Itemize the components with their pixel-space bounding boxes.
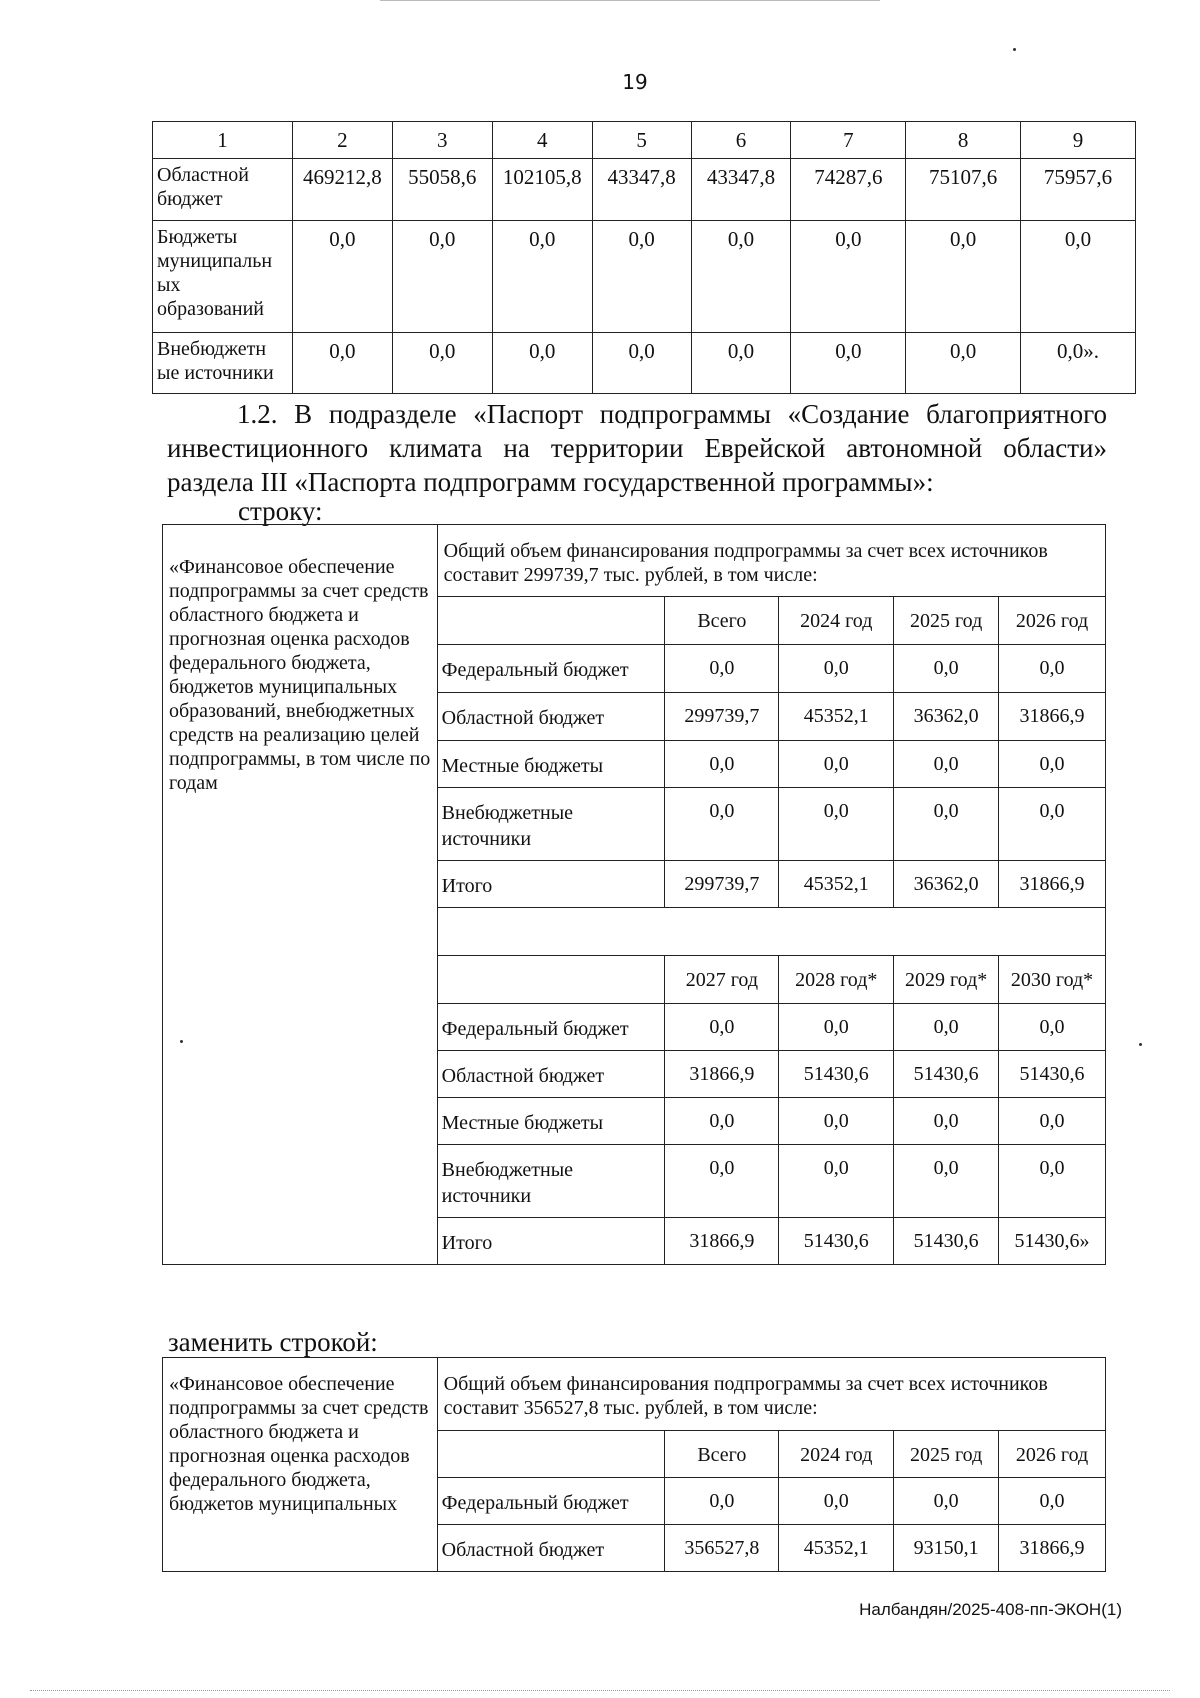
summary-text: Общий объем финансирования подпрограммы за счет всех источников составит 356527,8 тыс. рублей, в том числе:	[437, 1358, 1105, 1431]
table-cell: 0,0	[779, 741, 894, 788]
scan-speck	[1013, 48, 1016, 51]
row-label: Федеральный бюджет	[437, 645, 665, 693]
table-cell: 51430,6»	[999, 1218, 1106, 1265]
row-label: Внебюджетные источники	[437, 788, 665, 861]
row-label: Федеральный бюджет	[437, 1478, 665, 1525]
table-cell: 36362,0	[894, 861, 999, 908]
table-cell: 43347,8	[691, 159, 791, 221]
table-cell: 469212,8	[292, 159, 392, 221]
table-cell: 0,0	[392, 221, 492, 333]
table-cell: 74287,6	[791, 159, 906, 221]
table-cell: 0,0	[894, 788, 999, 861]
row-label: Итого	[437, 1218, 665, 1265]
table-cell: 299739,7	[665, 693, 779, 741]
table-cell: 51430,6	[999, 1051, 1106, 1098]
table-top-header-row	[153, 122, 1136, 159]
table-cell: 0,0».	[1021, 333, 1136, 394]
footer-document-id: Налбандян/2025-408-пп-ЭКОН(1)	[859, 1600, 1122, 1619]
blank-cell	[437, 908, 1105, 956]
header-cell: 2029 год*	[894, 956, 999, 1004]
table-cell: 0,0	[691, 221, 791, 333]
table-cell: 75957,6	[1021, 159, 1136, 221]
paragraph-1-2: 1.2. В подразделе «Паспорт подпрограммы «Создание благоприятного инвестиционного климата на территории Еврейской автономной области» раздела III «Паспорта подпрограмм государственной программы»:	[167, 399, 1107, 497]
table-row	[163, 525, 1106, 597]
table-top-header-cell: 2	[292, 122, 392, 159]
table-cell: 0,0	[906, 221, 1021, 333]
table-cell: 0,0	[691, 333, 791, 394]
row-label: Федеральный бюджет	[437, 1004, 665, 1051]
table-cell: 0,0	[292, 333, 392, 394]
table-cell: 31866,9	[999, 861, 1106, 908]
table-cell: 0,0	[665, 1098, 779, 1145]
row-label: Областной бюджет	[437, 1051, 665, 1098]
header-cell: 2026 год	[999, 1431, 1106, 1478]
row-label: Внебюджетн ые источники	[153, 333, 293, 394]
scan-speck	[1139, 1043, 1142, 1046]
header-cell: 2025 год	[894, 1431, 999, 1478]
table-cell: 31866,9	[999, 693, 1106, 741]
header-cell: 2027 год	[665, 956, 779, 1004]
header-cell: 2024 год	[779, 597, 894, 645]
table-cell: 0,0	[779, 788, 894, 861]
table-cell: 0,0	[906, 333, 1021, 394]
header-cell: 2025 год	[894, 597, 999, 645]
table-row	[153, 159, 1136, 221]
table-cell: 0,0	[665, 1145, 779, 1218]
table-cell: 0,0	[665, 1478, 779, 1525]
row-label: Местные бюджеты	[437, 741, 665, 788]
table-cell: 0,0	[894, 1478, 999, 1525]
table-cell: 51430,6	[779, 1051, 894, 1098]
table-cell: 45352,1	[779, 693, 894, 741]
table-cell: 0,0	[665, 741, 779, 788]
row-label: Итого	[437, 861, 665, 908]
table-old-row	[162, 524, 1106, 1265]
table-cell: 51430,6	[894, 1218, 999, 1265]
label-stroku: строку:	[238, 496, 323, 526]
header-cell: Всего	[665, 597, 779, 645]
header-cell	[437, 1431, 665, 1478]
table-cell: 0,0	[894, 1004, 999, 1051]
scan-bottom-line	[30, 1690, 1170, 1691]
row-label: Местные бюджеты	[437, 1098, 665, 1145]
table-top-header-cell: 4	[492, 122, 592, 159]
table-cell: 75107,6	[906, 159, 1021, 221]
table-cell: 0,0	[779, 1098, 894, 1145]
table-cell: 356527,8	[665, 1525, 779, 1572]
table-cell: 0,0	[665, 1004, 779, 1051]
table-top-header-cell: 7	[791, 122, 906, 159]
table-row	[153, 221, 1136, 333]
row-label: Областной бюджет	[437, 1525, 665, 1572]
table-cell: 0,0	[999, 1004, 1106, 1051]
table-cell: 0,0	[492, 333, 592, 394]
table-cell: 31866,9	[999, 1525, 1106, 1572]
table-cell: 36362,0	[894, 693, 999, 741]
table-cell: 0,0	[999, 1098, 1106, 1145]
table-cell: 31866,9	[665, 1218, 779, 1265]
table-cell: 0,0	[894, 741, 999, 788]
header-cell	[437, 956, 665, 1004]
label-zamenit: заменить строкой:	[168, 1327, 378, 1357]
table-new-row	[162, 1357, 1106, 1572]
table-cell: 55058,6	[392, 159, 492, 221]
header-cell: 2026 год	[999, 597, 1106, 645]
table-top-header-cell: 3	[392, 122, 492, 159]
table-cell: 0,0	[779, 1145, 894, 1218]
table-cell: 93150,1	[894, 1525, 999, 1572]
table-cell: 0,0	[999, 645, 1106, 693]
table-cell: 45352,1	[779, 861, 894, 908]
table-cell: 0,0	[999, 741, 1106, 788]
row-label: Внебюджетные источники	[437, 1145, 665, 1218]
table-cell: 51430,6	[779, 1218, 894, 1265]
table-top-header-cell: 9	[1021, 122, 1136, 159]
table-cell: 0,0	[894, 645, 999, 693]
table-cell: 0,0	[779, 1478, 894, 1525]
table-cell: 0,0	[492, 221, 592, 333]
table-cell: 0,0	[791, 333, 906, 394]
table-cell: 0,0	[894, 1098, 999, 1145]
table-top-header-cell: 1	[153, 122, 293, 159]
table-cell: 102105,8	[492, 159, 592, 221]
header-cell: 2030 год*	[999, 956, 1106, 1004]
left-label-cell: «Финансовое обеспечение подпрограммы за счет средств областного бюджета и прогнозная оценка расходов федерального бюджета, бюджетов муниципальных	[163, 1358, 438, 1572]
table-cell: 0,0	[592, 221, 691, 333]
row-label: Областной бюджет	[153, 159, 293, 221]
table-cell: 0,0	[1021, 221, 1136, 333]
table-top-header-cell: 5	[592, 122, 691, 159]
page-number: 19	[622, 70, 648, 94]
summary-text: Общий объем финансирования подпрограммы за счет всех источников составит 299739,7 тыс. рублей, в том числе:	[437, 525, 1105, 597]
table-cell: 0,0	[292, 221, 392, 333]
row-label: Областной бюджет	[437, 693, 665, 741]
header-cell: Всего	[665, 1431, 779, 1478]
scan-edge-line	[380, 0, 880, 1]
table-cell: 0,0	[999, 1478, 1106, 1525]
row-label: Бюджеты муниципальн ых образований	[153, 221, 293, 333]
table-row	[163, 1358, 1106, 1431]
table-cell: 0,0	[392, 333, 492, 394]
header-cell	[437, 597, 665, 645]
table-top-header-cell: 8	[906, 122, 1021, 159]
table-cell: 0,0	[894, 1145, 999, 1218]
table-cell: 0,0	[665, 645, 779, 693]
table-row	[153, 333, 1136, 394]
table-cell: 45352,1	[779, 1525, 894, 1572]
header-cell: 2028 год*	[779, 956, 894, 1004]
table-cell: 31866,9	[665, 1051, 779, 1098]
table-cell: 0,0	[791, 221, 906, 333]
header-cell: 2024 год	[779, 1431, 894, 1478]
table-cell: 0,0	[592, 333, 691, 394]
table-cell: 0,0	[999, 1145, 1106, 1218]
table-cell: 0,0	[779, 1004, 894, 1051]
table-cell: 51430,6	[894, 1051, 999, 1098]
table-cell: 0,0	[999, 788, 1106, 861]
left-label-cell: «Финансовое обеспечение подпрограммы за счет средств областного бюджета и прогнозная оценка расходов федерального бюджета, бюджетов муниципальных образований, внебюджетных средств на реализацию целей подпрограммы, в том числе по годам	[163, 525, 438, 1265]
table-cell: 0,0	[665, 788, 779, 861]
table-cell: 0,0	[779, 645, 894, 693]
table-cell: 299739,7	[665, 861, 779, 908]
table-cell: 43347,8	[592, 159, 691, 221]
table-top	[152, 121, 1136, 394]
table-top-header-cell: 6	[691, 122, 791, 159]
